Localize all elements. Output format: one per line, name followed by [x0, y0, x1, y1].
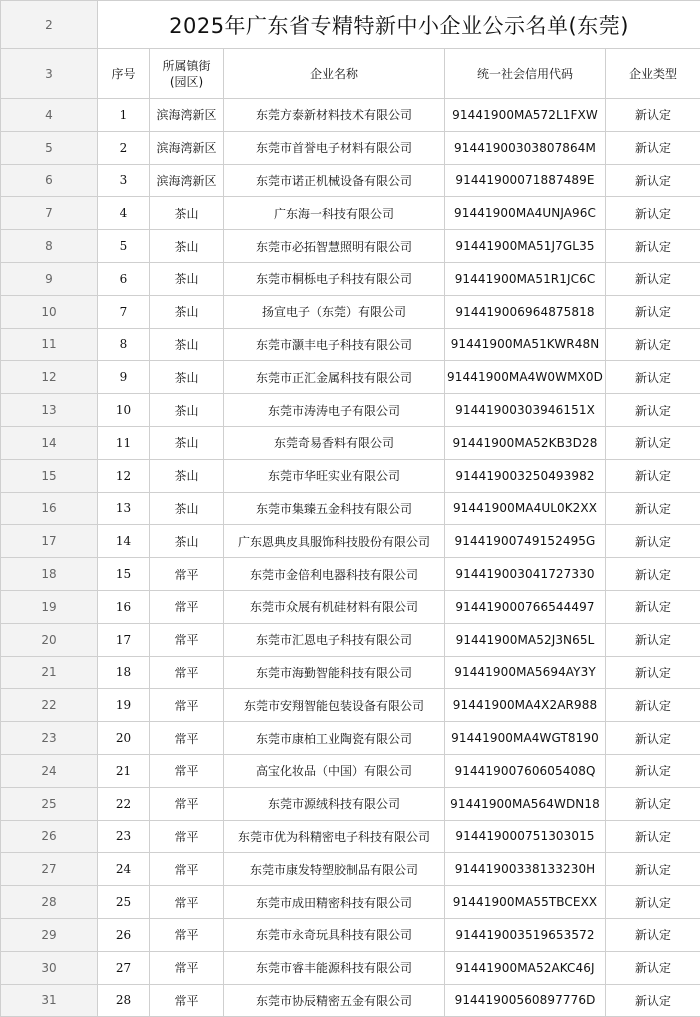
- table-row: [1, 361, 700, 394]
- cell-seq[interactable]: 16: [98, 590, 150, 623]
- row-number[interactable]: 13: [1, 394, 98, 427]
- cell-company-type[interactable]: 新认定: [606, 230, 700, 263]
- cell-seq[interactable]: 7: [98, 295, 150, 328]
- cell-company-type[interactable]: 新认定: [606, 754, 700, 787]
- cell-company-name[interactable]: 东莞市众展有机硅材料有限公司: [224, 590, 445, 623]
- row-number[interactable]: 18: [1, 558, 98, 591]
- row-number[interactable]: 20: [1, 623, 98, 656]
- row-number[interactable]: 12: [1, 361, 98, 394]
- cell-credit-code[interactable]: 91441900MA4UNJA96C: [445, 197, 606, 230]
- header-company[interactable]: 企业名称: [224, 49, 445, 99]
- table-row: [1, 328, 700, 361]
- cell-company-name[interactable]: 东莞市集臻五金科技有限公司: [224, 492, 445, 525]
- cell-credit-code[interactable]: 91441900MA52J3N65L: [445, 623, 606, 656]
- cell-town[interactable]: 茶山: [150, 295, 224, 328]
- cell-company-type[interactable]: 新认定: [606, 623, 700, 656]
- table-row: [1, 951, 700, 984]
- table-row: [1, 394, 700, 427]
- cell-credit-code[interactable]: 91441900760605408Q: [445, 754, 606, 787]
- cell-town[interactable]: 常平: [150, 754, 224, 787]
- cell-company-type[interactable]: 新认定: [606, 99, 700, 132]
- cell-seq[interactable]: 4: [98, 197, 150, 230]
- cell-company-type[interactable]: 新认定: [606, 295, 700, 328]
- table-row: [1, 590, 700, 623]
- cell-seq[interactable]: 5: [98, 230, 150, 263]
- cell-company-name[interactable]: 东莞市源绒科技有限公司: [224, 787, 445, 820]
- cell-credit-code[interactable]: 91441900303807864M: [445, 131, 606, 164]
- cell-company-type[interactable]: 新认定: [606, 426, 700, 459]
- header-town-line2: (园区): [150, 74, 223, 90]
- table-row: [1, 164, 700, 197]
- cell-seq[interactable]: 20: [98, 722, 150, 755]
- header-town-line1: 所属镇街: [150, 58, 223, 74]
- cell-company-name[interactable]: 东莞市涛涛电子有限公司: [224, 394, 445, 427]
- cell-town[interactable]: 常平: [150, 722, 224, 755]
- table-row: [1, 820, 700, 853]
- cell-credit-code[interactable]: 91441900303946151X: [445, 394, 606, 427]
- cell-seq[interactable]: 24: [98, 853, 150, 886]
- cell-company-name[interactable]: 东莞市华旺实业有限公司: [224, 459, 445, 492]
- row-number[interactable]: 5: [1, 131, 98, 164]
- cell-seq[interactable]: 6: [98, 262, 150, 295]
- cell-town[interactable]: 茶山: [150, 394, 224, 427]
- table-row: [1, 262, 700, 295]
- cell-town[interactable]: 常平: [150, 689, 224, 722]
- cell-seq[interactable]: 3: [98, 164, 150, 197]
- cell-company-type[interactable]: 新认定: [606, 164, 700, 197]
- cell-credit-code[interactable]: 914419003250493982: [445, 459, 606, 492]
- cell-company-name[interactable]: 东莞市安翔智能包装设备有限公司: [224, 689, 445, 722]
- cell-town[interactable]: 茶山: [150, 525, 224, 558]
- cell-town[interactable]: 常平: [150, 951, 224, 984]
- row-number[interactable]: 27: [1, 853, 98, 886]
- row-number[interactable]: 23: [1, 722, 98, 755]
- cell-company-type[interactable]: 新认定: [606, 722, 700, 755]
- cell-company-name[interactable]: 广东海一科技有限公司: [224, 197, 445, 230]
- cell-company-type[interactable]: 新认定: [606, 918, 700, 951]
- cell-company-name[interactable]: 高宝化妆品（中国）有限公司: [224, 754, 445, 787]
- header-row: [1, 49, 700, 99]
- cell-town[interactable]: 常平: [150, 656, 224, 689]
- cell-credit-code[interactable]: 91441900MA52KB3D28: [445, 426, 606, 459]
- table-row: [1, 295, 700, 328]
- cell-credit-code[interactable]: 91441900MA51R1JC6C: [445, 262, 606, 295]
- cell-company-type[interactable]: 新认定: [606, 886, 700, 919]
- cell-company-type[interactable]: 新认定: [606, 459, 700, 492]
- table-row: [1, 656, 700, 689]
- cell-town[interactable]: 茶山: [150, 492, 224, 525]
- cell-seq[interactable]: 23: [98, 820, 150, 853]
- cell-credit-code[interactable]: 91441900MA4WGT8190: [445, 722, 606, 755]
- cell-company-name[interactable]: 东莞市金倍利电器科技有限公司: [224, 558, 445, 591]
- row-number[interactable]: 16: [1, 492, 98, 525]
- cell-credit-code[interactable]: 91441900MA4UL0K2XX: [445, 492, 606, 525]
- cell-town[interactable]: 常平: [150, 853, 224, 886]
- cell-company-type[interactable]: 新认定: [606, 984, 700, 1017]
- cell-company-type[interactable]: 新认定: [606, 361, 700, 394]
- cell-seq[interactable]: 19: [98, 689, 150, 722]
- table-row: [1, 197, 700, 230]
- cell-town[interactable]: 茶山: [150, 328, 224, 361]
- cell-town[interactable]: 茶山: [150, 230, 224, 263]
- cell-town[interactable]: 常平: [150, 623, 224, 656]
- cell-credit-code[interactable]: 91441900MA55TBCEXX: [445, 886, 606, 919]
- cell-town[interactable]: 茶山: [150, 361, 224, 394]
- cell-company-type[interactable]: 新认定: [606, 197, 700, 230]
- cell-town[interactable]: 常平: [150, 984, 224, 1017]
- table-row: [1, 754, 700, 787]
- cell-company-type[interactable]: 新认定: [606, 525, 700, 558]
- cell-town[interactable]: 茶山: [150, 197, 224, 230]
- row-number[interactable]: 22: [1, 689, 98, 722]
- table-row: [1, 722, 700, 755]
- cell-credit-code[interactable]: 91441900749152495G: [445, 525, 606, 558]
- cell-company-name[interactable]: 扬宣电子（东莞）有限公司: [224, 295, 445, 328]
- sheet-title[interactable]: 2025年广东省专精特新中小企业公示名单(东莞): [98, 1, 700, 49]
- row-number[interactable]: 4: [1, 99, 98, 132]
- table-row: [1, 558, 700, 591]
- cell-company-type[interactable]: 新认定: [606, 853, 700, 886]
- row-number[interactable]: 29: [1, 918, 98, 951]
- cell-seq[interactable]: 15: [98, 558, 150, 591]
- cell-company-name[interactable]: 东莞市诺正机械设备有限公司: [224, 164, 445, 197]
- cell-town[interactable]: 茶山: [150, 426, 224, 459]
- cell-town[interactable]: 常平: [150, 558, 224, 591]
- cell-seq[interactable]: 8: [98, 328, 150, 361]
- cell-credit-code[interactable]: 91441900338133230H: [445, 853, 606, 886]
- cell-credit-code[interactable]: 91441900MA4X2AR988: [445, 689, 606, 722]
- cell-town[interactable]: 常平: [150, 787, 224, 820]
- cell-seq[interactable]: 26: [98, 918, 150, 951]
- cell-company-type[interactable]: 新认定: [606, 328, 700, 361]
- header-seq[interactable]: 序号: [98, 49, 150, 99]
- cell-credit-code[interactable]: 91441900MA5694AY3Y: [445, 656, 606, 689]
- cell-seq[interactable]: 18: [98, 656, 150, 689]
- table-row: [1, 689, 700, 722]
- cell-company-name[interactable]: 广东恩典皮具服饰科技股份有限公司: [224, 525, 445, 558]
- table-row: [1, 99, 700, 132]
- cell-credit-code[interactable]: 91441900MA51KWR48N: [445, 328, 606, 361]
- cell-seq[interactable]: 22: [98, 787, 150, 820]
- row-number[interactable]: 28: [1, 886, 98, 919]
- cell-company-type[interactable]: 新认定: [606, 590, 700, 623]
- cell-company-name[interactable]: 东莞市灏丰电子科技有限公司: [224, 328, 445, 361]
- cell-credit-code[interactable]: 91441900696487581​8: [445, 295, 606, 328]
- row-number[interactable]: 31: [1, 984, 98, 1017]
- cell-company-name[interactable]: 东莞市必拓智慧照明有限公司: [224, 230, 445, 263]
- cell-company-name[interactable]: 东莞市康发特塑胶制品有限公司: [224, 853, 445, 886]
- cell-seq[interactable]: 25: [98, 886, 150, 919]
- cell-credit-code[interactable]: 914419000766544497: [445, 590, 606, 623]
- row-number[interactable]: 8: [1, 230, 98, 263]
- cell-seq[interactable]: 13: [98, 492, 150, 525]
- cell-credit-code[interactable]: 91441900071887489E: [445, 164, 606, 197]
- cell-company-name[interactable]: 东莞市桐栎电子科技有限公司: [224, 262, 445, 295]
- cell-seq[interactable]: 17: [98, 623, 150, 656]
- cell-seq[interactable]: 10: [98, 394, 150, 427]
- cell-seq[interactable]: 28: [98, 984, 150, 1017]
- cell-company-name[interactable]: 东莞奇易香料有限公司: [224, 426, 445, 459]
- cell-seq[interactable]: 21: [98, 754, 150, 787]
- row-number[interactable]: 26: [1, 820, 98, 853]
- cell-credit-code[interactable]: 91441900MA52AKC46J: [445, 951, 606, 984]
- table-body: [1, 1, 700, 1017]
- cell-company-name[interactable]: 东莞市优为科精密电子科技有限公司: [224, 820, 445, 853]
- cell-town[interactable]: 滨海湾新区: [150, 164, 224, 197]
- title-row: [1, 1, 700, 49]
- row-number[interactable]: 10: [1, 295, 98, 328]
- table-row: [1, 623, 700, 656]
- cell-company-type[interactable]: 新认定: [606, 131, 700, 164]
- cell-town[interactable]: 滨海湾新区: [150, 131, 224, 164]
- table-row: [1, 131, 700, 164]
- cell-seq[interactable]: 14: [98, 525, 150, 558]
- row-number[interactable]: 30: [1, 951, 98, 984]
- table-row: [1, 918, 700, 951]
- cell-company-type[interactable]: 新认定: [606, 820, 700, 853]
- header-type[interactable]: 企业类型: [606, 49, 700, 99]
- cell-town[interactable]: 常平: [150, 820, 224, 853]
- table-row: [1, 853, 700, 886]
- cell-credit-code[interactable]: 914419000751303015: [445, 820, 606, 853]
- cell-town[interactable]: 常平: [150, 590, 224, 623]
- row-number[interactable]: 7: [1, 197, 98, 230]
- table-row: [1, 459, 700, 492]
- table-row: [1, 787, 700, 820]
- table-row: [1, 492, 700, 525]
- cell-town[interactable]: 茶山: [150, 262, 224, 295]
- cell-company-type[interactable]: 新认定: [606, 262, 700, 295]
- cell-company-name[interactable]: 东莞方泰新材料技术有限公司: [224, 99, 445, 132]
- cell-company-name[interactable]: 东莞市康柏工业陶瓷有限公司: [224, 722, 445, 755]
- cell-credit-code[interactable]: 914419003041727330: [445, 558, 606, 591]
- cell-town[interactable]: 茶山: [150, 459, 224, 492]
- cell-credit-code[interactable]: 914419003519653572: [445, 918, 606, 951]
- cell-company-type[interactable]: 新认定: [606, 787, 700, 820]
- cell-seq[interactable]: 12: [98, 459, 150, 492]
- cell-credit-code[interactable]: 91441900560897776D: [445, 984, 606, 1017]
- row-number[interactable]: 25: [1, 787, 98, 820]
- row-number[interactable]: 19: [1, 590, 98, 623]
- cell-company-name[interactable]: 东莞市协辰精密五金有限公司: [224, 984, 445, 1017]
- cell-credit-code[interactable]: 91441900MA4W0WMX0D: [445, 361, 606, 394]
- table-row: [1, 230, 700, 263]
- cell-company-type[interactable]: 新认定: [606, 492, 700, 525]
- cell-company-name[interactable]: 东莞市睿丰能源科技有限公司: [224, 951, 445, 984]
- cell-company-name[interactable]: 东莞市正汇金属科技有限公司: [224, 361, 445, 394]
- cell-company-name[interactable]: 东莞市汇恩电子科技有限公司: [224, 623, 445, 656]
- cell-credit-code[interactable]: 91441900MA564WDN18: [445, 787, 606, 820]
- cell-company-type[interactable]: 新认定: [606, 656, 700, 689]
- cell-town[interactable]: 常平: [150, 886, 224, 919]
- row-number[interactable]: 21: [1, 656, 98, 689]
- cell-seq[interactable]: 9: [98, 361, 150, 394]
- cell-seq[interactable]: 11: [98, 426, 150, 459]
- cell-company-name[interactable]: 东莞市海勤智能科技有限公司: [224, 656, 445, 689]
- header-code[interactable]: 统一社会信用代码: [445, 49, 606, 99]
- cell-company-type[interactable]: 新认定: [606, 689, 700, 722]
- header-town[interactable]: [150, 49, 224, 99]
- cell-seq[interactable]: 27: [98, 951, 150, 984]
- table-row: [1, 525, 700, 558]
- row-number[interactable]: 17: [1, 525, 98, 558]
- cell-company-type[interactable]: 新认定: [606, 951, 700, 984]
- row-number[interactable]: 2: [1, 1, 98, 49]
- row-number[interactable]: 11: [1, 328, 98, 361]
- cell-town[interactable]: 常平: [150, 918, 224, 951]
- cell-company-name[interactable]: 东莞市首誉电子材料有限公司: [224, 131, 445, 164]
- cell-credit-code[interactable]: 91441900MA572L1FXW: [445, 99, 606, 132]
- row-number[interactable]: 14: [1, 426, 98, 459]
- table-row: [1, 984, 700, 1017]
- table-row: [1, 886, 700, 919]
- row-number[interactable]: 24: [1, 754, 98, 787]
- cell-town[interactable]: 滨海湾新区: [150, 99, 224, 132]
- row-number[interactable]: 3: [1, 49, 98, 99]
- cell-company-type[interactable]: 新认定: [606, 394, 700, 427]
- row-number[interactable]: 9: [1, 262, 98, 295]
- cell-company-name[interactable]: 东莞市永奇玩具科技有限公司: [224, 918, 445, 951]
- row-number[interactable]: 6: [1, 164, 98, 197]
- cell-credit-code[interactable]: 91441900MA51J7GL35: [445, 230, 606, 263]
- cell-seq[interactable]: 2: [98, 131, 150, 164]
- cell-company-name[interactable]: 东莞市成田精密科技有限公司: [224, 886, 445, 919]
- row-number[interactable]: 15: [1, 459, 98, 492]
- cell-company-type[interactable]: 新认定: [606, 558, 700, 591]
- cell-seq[interactable]: 1: [98, 99, 150, 132]
- table-row: [1, 426, 700, 459]
